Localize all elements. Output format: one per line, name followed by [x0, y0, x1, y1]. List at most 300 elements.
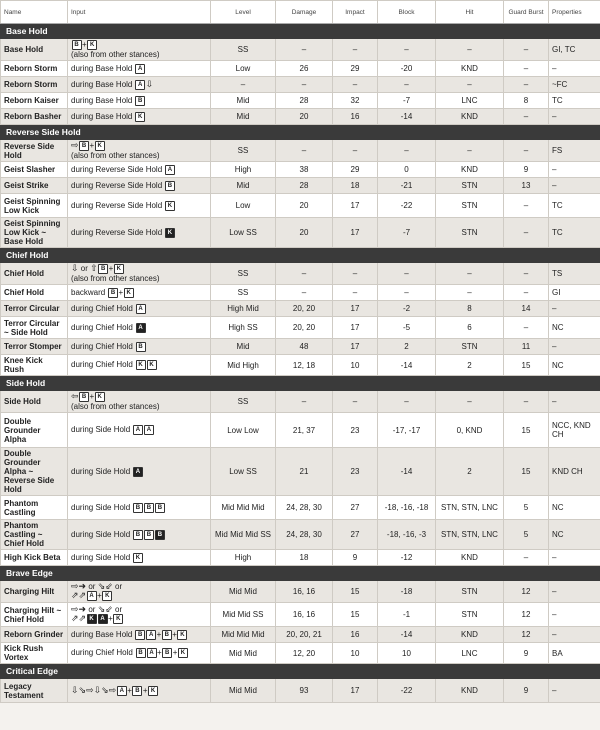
input-text: during Chief Hold	[71, 341, 133, 351]
move-block: -1	[378, 603, 436, 627]
col-header: Name	[1, 1, 68, 24]
move-guard-burst: –	[504, 317, 549, 339]
move-name: Reborn Storm	[1, 77, 68, 93]
move-level: Mid High	[211, 355, 276, 376]
move-hit: KND	[436, 679, 504, 703]
move-level: SS	[211, 140, 276, 162]
move-hit: KND	[436, 61, 504, 77]
table-row	[1, 627, 600, 643]
move-impact: 32	[333, 93, 378, 109]
move-guard-burst: –	[504, 263, 549, 285]
move-impact: 27	[333, 496, 378, 520]
move-hit: STN	[436, 581, 504, 603]
input-text: during Reverse Side Hold	[71, 200, 163, 210]
forward-arrow-icon: ⇨➜	[71, 581, 87, 591]
b-button-icon: B	[136, 342, 146, 352]
input-text: (also from other stances)	[71, 50, 160, 59]
k-button-icon: K	[178, 648, 188, 658]
table-row	[1, 355, 600, 376]
move-guard-burst: 13	[504, 178, 549, 194]
table-row	[1, 61, 600, 77]
move-damage: 48	[276, 339, 333, 355]
input-text: during Chief Hold	[71, 303, 133, 313]
move-damage: 18	[276, 550, 333, 566]
move-block: –	[378, 263, 436, 285]
move-level: SS	[211, 39, 276, 61]
move-impact: 27	[333, 520, 378, 550]
b-button-icon: B	[132, 686, 142, 696]
table-row	[1, 178, 600, 194]
move-name: Double Grounder Alpha	[1, 413, 68, 448]
input-text: during Side Hold	[71, 552, 131, 562]
move-name: High Kick Beta	[1, 550, 68, 566]
table-row	[1, 391, 600, 413]
move-block: -18, -16, -3	[378, 520, 436, 550]
move-input	[68, 643, 211, 664]
move-impact: –	[333, 263, 378, 285]
input-text: or	[88, 582, 96, 591]
move-hit: 6	[436, 317, 504, 339]
move-damage: 28	[276, 178, 333, 194]
b-button-icon: B	[108, 288, 118, 298]
move-guard-burst: 15	[504, 413, 549, 448]
input-text: (also from other stances)	[71, 151, 160, 160]
input-text: during Side Hold	[71, 529, 131, 539]
b-button-icon: B	[135, 96, 145, 106]
move-name: Phantom Castling ~ Chief Hold	[1, 520, 68, 550]
move-impact: 10	[333, 643, 378, 664]
input-text: backward	[71, 287, 106, 297]
move-input	[68, 285, 211, 301]
a-button-icon: A	[133, 467, 143, 477]
table-row	[1, 550, 600, 566]
move-level: Mid Mid Mid	[211, 496, 276, 520]
move-properties: –	[549, 339, 600, 355]
move-properties: –	[549, 162, 600, 178]
section-title: Critical Edge	[1, 664, 600, 679]
col-header: Guard Burst	[504, 1, 549, 24]
move-level: High	[211, 550, 276, 566]
input-text: during Base Hold	[71, 95, 133, 105]
move-level: Mid Mid	[211, 643, 276, 664]
move-block: –	[378, 285, 436, 301]
move-properties: TC	[549, 218, 600, 248]
plus-text: +	[172, 648, 178, 658]
section-header	[1, 566, 600, 581]
move-hit: STN, STN, LNC	[436, 520, 504, 550]
col-header: Input	[68, 1, 211, 24]
move-impact: 17	[333, 679, 378, 703]
k-button-icon: K	[133, 553, 143, 563]
move-hit: STN	[436, 218, 504, 248]
move-guard-burst: 12	[504, 603, 549, 627]
b-button-icon: B	[79, 392, 89, 402]
diagonal-arrow-icon: ⇗⇗	[71, 590, 87, 601]
plus-text: +	[82, 40, 87, 50]
move-block: -18, -16, -18	[378, 496, 436, 520]
input-text: during Chief Hold	[71, 648, 133, 658]
move-guard-burst: –	[504, 218, 549, 248]
b-button-icon: B	[144, 503, 154, 513]
move-damage: 26	[276, 61, 333, 77]
b-button-icon: B	[133, 503, 143, 513]
move-impact: 9	[333, 550, 378, 566]
table-row	[1, 301, 600, 317]
move-input	[68, 550, 211, 566]
table-row	[1, 643, 600, 664]
move-hit: –	[436, 263, 504, 285]
table-row	[1, 679, 600, 703]
section-title: Brave Edge	[1, 566, 600, 581]
section-header	[1, 664, 600, 679]
forward-arrow-icon: ⇨➜	[71, 604, 87, 614]
move-guard-burst: –	[504, 39, 549, 61]
move-block: -22	[378, 194, 436, 218]
section-title: Chief Hold	[1, 248, 600, 263]
k-button-icon: K	[114, 264, 124, 274]
move-name: Terror Stomper	[1, 339, 68, 355]
move-guard-burst: 12	[504, 627, 549, 643]
table-row	[1, 93, 600, 109]
move-name: Base Hold	[1, 39, 68, 61]
table-row	[1, 162, 600, 178]
move-properties: TS	[549, 263, 600, 285]
motion-arrows-icon: ⇩⇘⇨⇩⇘⇨	[71, 684, 117, 695]
move-block: -14	[378, 627, 436, 643]
move-impact: 17	[333, 301, 378, 317]
input-text: during Chief Hold	[71, 360, 133, 370]
move-level: High Mid	[211, 301, 276, 317]
k-button-icon: K	[148, 686, 158, 696]
move-input	[68, 93, 211, 109]
table-row	[1, 520, 600, 550]
move-level: Mid	[211, 109, 276, 125]
back-arrow-icon: ⇦	[71, 391, 79, 402]
down-arrow-icon: ⇩	[145, 78, 154, 89]
move-damage: 20	[276, 218, 333, 248]
move-input	[68, 162, 211, 178]
move-block: -2	[378, 301, 436, 317]
header-row	[1, 1, 600, 24]
move-name: Charging Hilt ~ Chief Hold	[1, 603, 68, 627]
move-guard-burst: –	[504, 194, 549, 218]
move-damage: 28	[276, 93, 333, 109]
move-properties: GI, TC	[549, 39, 600, 61]
move-properties: FS	[549, 140, 600, 162]
move-damage: 21, 37	[276, 413, 333, 448]
move-impact: 29	[333, 61, 378, 77]
move-hit: KND	[436, 627, 504, 643]
k-button-icon: K	[95, 141, 105, 151]
move-name: Geist Slasher	[1, 162, 68, 178]
section-title: Reverse Side Hold	[1, 125, 600, 140]
move-level: SS	[211, 263, 276, 285]
move-properties: TC	[549, 93, 600, 109]
move-impact: 15	[333, 603, 378, 627]
k-button-icon: K	[95, 392, 105, 402]
a-button-icon: A	[165, 165, 175, 175]
input-text: during Base Hold	[71, 111, 133, 121]
input-text: (also from other stances)	[71, 274, 160, 283]
move-block: -7	[378, 93, 436, 109]
move-guard-burst: –	[504, 391, 549, 413]
move-block: 0	[378, 162, 436, 178]
move-input: ⇨➜ or ⇘⇙ or ⇗⇗ A + K	[68, 581, 211, 603]
move-input	[68, 77, 211, 93]
move-input	[68, 61, 211, 77]
move-properties: GI	[549, 285, 600, 301]
move-hit: STN	[436, 178, 504, 194]
move-block: -12	[378, 550, 436, 566]
move-block: –	[378, 391, 436, 413]
move-block: –	[378, 39, 436, 61]
move-impact: 17	[333, 339, 378, 355]
move-level: Low Low	[211, 413, 276, 448]
move-properties: –	[549, 603, 600, 627]
move-hit: LNC	[436, 643, 504, 664]
col-header: Block	[378, 1, 436, 24]
move-properties: –	[549, 109, 600, 125]
move-name: Knee Kick Rush	[1, 355, 68, 376]
move-impact: –	[333, 77, 378, 93]
move-level: Low SS	[211, 218, 276, 248]
input-text: during Base Hold	[71, 63, 133, 73]
move-impact: 29	[333, 162, 378, 178]
move-damage: 20, 20	[276, 317, 333, 339]
move-damage: 16, 16	[276, 603, 333, 627]
input-text: during Side Hold	[71, 466, 131, 476]
move-hit: STN, STN, LNC	[436, 496, 504, 520]
move-properties: TC	[549, 194, 600, 218]
move-properties: KND CH	[549, 448, 600, 496]
a-button-icon: A	[146, 630, 156, 640]
move-hit: 2	[436, 355, 504, 376]
a-button-icon: A	[133, 425, 143, 435]
col-header: Level	[211, 1, 276, 24]
table-row	[1, 339, 600, 355]
move-impact: 23	[333, 413, 378, 448]
move-damage: 24, 28, 30	[276, 520, 333, 550]
move-guard-burst: 8	[504, 93, 549, 109]
k-button-icon: K	[177, 630, 187, 640]
move-impact: 17	[333, 194, 378, 218]
table-row	[1, 39, 600, 61]
col-header: Impact	[333, 1, 378, 24]
col-header: Damage	[276, 1, 333, 24]
move-hit: LNC	[436, 93, 504, 109]
move-block: -5	[378, 317, 436, 339]
k-button-icon: K	[165, 228, 175, 238]
plus-text: +	[108, 614, 113, 624]
move-damage: –	[276, 39, 333, 61]
input-text: during Chief Hold	[71, 322, 133, 332]
move-guard-burst: 5	[504, 496, 549, 520]
move-damage: –	[276, 285, 333, 301]
move-properties: –	[549, 301, 600, 317]
move-level: Low	[211, 194, 276, 218]
table-row	[1, 496, 600, 520]
move-guard-burst: 9	[504, 643, 549, 664]
move-block: -21	[378, 178, 436, 194]
move-properties: BA	[549, 643, 600, 664]
move-properties: NC	[549, 355, 600, 376]
a-button-icon: A	[87, 591, 97, 601]
move-guard-burst: 14	[504, 301, 549, 317]
plus-text: +	[108, 264, 114, 274]
diagonal-arrow-icon: ⇘⇙	[97, 604, 113, 614]
move-impact: –	[333, 39, 378, 61]
move-level: Mid Mid Mid SS	[211, 520, 276, 550]
move-properties: NCC, KND CH	[549, 413, 600, 448]
b-button-icon: B	[165, 181, 175, 191]
move-level: Low SS	[211, 448, 276, 496]
move-damage: –	[276, 263, 333, 285]
table-row	[1, 285, 600, 301]
move-level: SS	[211, 285, 276, 301]
a-button-icon: A	[147, 648, 157, 658]
b-button-icon: B	[162, 648, 172, 658]
move-properties: ~FC	[549, 77, 600, 93]
move-block: –	[378, 140, 436, 162]
table-row	[1, 77, 600, 93]
move-damage: 20, 20	[276, 301, 333, 317]
move-input	[68, 339, 211, 355]
a-button-icon: A	[136, 323, 146, 333]
b-button-icon: B	[133, 530, 143, 540]
move-impact: 18	[333, 178, 378, 194]
a-button-icon: A	[135, 64, 145, 74]
move-block: –	[378, 77, 436, 93]
move-block: 2	[378, 339, 436, 355]
move-block: -14	[378, 448, 436, 496]
move-properties: –	[549, 627, 600, 643]
plus-text: +	[118, 287, 124, 297]
plus-text: +	[172, 629, 177, 639]
move-input	[68, 39, 211, 61]
move-guard-burst: –	[504, 285, 549, 301]
move-guard-burst: 15	[504, 448, 549, 496]
input-text: (also from other stances)	[71, 402, 160, 411]
move-guard-burst: –	[504, 77, 549, 93]
move-damage: 93	[276, 679, 333, 703]
move-damage: 12, 18	[276, 355, 333, 376]
table-row	[1, 218, 600, 248]
move-input	[68, 355, 211, 376]
input-text: during Side Hold	[71, 502, 131, 512]
b-button-icon: B	[79, 141, 89, 151]
move-input	[68, 301, 211, 317]
input-text: during Reverse Side Hold	[71, 164, 163, 174]
move-input	[68, 520, 211, 550]
move-input	[68, 109, 211, 125]
col-header: Hit	[436, 1, 504, 24]
move-impact: –	[333, 140, 378, 162]
b-button-icon: B	[98, 264, 108, 274]
move-level: Mid Mid	[211, 581, 276, 603]
move-impact: 17	[333, 317, 378, 339]
move-input	[68, 496, 211, 520]
move-input	[68, 140, 211, 162]
move-level: Mid	[211, 339, 276, 355]
move-properties: –	[549, 61, 600, 77]
move-name: Reborn Basher	[1, 109, 68, 125]
move-name: Terror Circular	[1, 301, 68, 317]
move-damage: 16, 16	[276, 581, 333, 603]
move-input	[68, 627, 211, 643]
move-level: Mid Mid SS	[211, 603, 276, 627]
move-damage: 24, 28, 30	[276, 496, 333, 520]
move-name: Geist Strike	[1, 178, 68, 194]
move-hit: –	[436, 39, 504, 61]
move-guard-burst: –	[504, 109, 549, 125]
move-name: Double Grounder Alpha ~ Reverse Side Hold	[1, 448, 68, 496]
move-level: Mid Mid	[211, 679, 276, 703]
move-properties: –	[549, 550, 600, 566]
move-name: Chief Hold	[1, 285, 68, 301]
move-impact: 10	[333, 355, 378, 376]
move-guard-burst: –	[504, 550, 549, 566]
move-input	[68, 317, 211, 339]
move-properties: –	[549, 391, 600, 413]
move-block: -22	[378, 679, 436, 703]
k-button-icon: K	[165, 201, 175, 211]
move-hit: –	[436, 285, 504, 301]
move-properties: –	[549, 178, 600, 194]
k-button-icon: K	[124, 288, 134, 298]
move-damage: 38	[276, 162, 333, 178]
forward-arrow-icon: ⇨	[71, 140, 79, 151]
move-damage: 21	[276, 448, 333, 496]
move-properties: –	[549, 581, 600, 603]
move-damage: –	[276, 391, 333, 413]
move-input	[68, 178, 211, 194]
move-impact: –	[333, 391, 378, 413]
table-row	[1, 448, 600, 496]
input-text: during Base Hold	[71, 79, 133, 89]
a-button-icon: A	[117, 686, 127, 696]
move-damage: 20	[276, 109, 333, 125]
move-impact: 23	[333, 448, 378, 496]
section-title: Base Hold	[1, 24, 600, 39]
move-hit: –	[436, 391, 504, 413]
up-arrow-icon: ⇧	[90, 263, 98, 274]
move-impact: 15	[333, 581, 378, 603]
k-button-icon: K	[136, 360, 146, 370]
a-button-icon: A	[98, 614, 108, 624]
move-guard-burst: 15	[504, 355, 549, 376]
move-guard-burst: 5	[504, 520, 549, 550]
move-impact: 16	[333, 109, 378, 125]
table-row	[1, 581, 600, 603]
diagonal-arrow-icon: ⇗⇗	[71, 613, 87, 624]
move-name: Reborn Kaiser	[1, 93, 68, 109]
b-button-icon: B	[136, 648, 146, 658]
plus-text: +	[127, 685, 132, 695]
move-name: Geist Spinning Low Kick ~ Base Hold	[1, 218, 68, 248]
move-name: Terror Circular ~ Side Hold	[1, 317, 68, 339]
move-hit: 0, KND	[436, 413, 504, 448]
section-header	[1, 376, 600, 391]
move-guard-burst: 12	[504, 581, 549, 603]
move-impact: 16	[333, 627, 378, 643]
move-block: -18	[378, 581, 436, 603]
move-name: Reborn Grinder	[1, 627, 68, 643]
move-input	[68, 448, 211, 496]
down-arrow-icon: ⇩	[71, 263, 79, 274]
move-properties: NC	[549, 520, 600, 550]
k-button-icon: K	[87, 614, 97, 624]
move-properties: NC	[549, 317, 600, 339]
